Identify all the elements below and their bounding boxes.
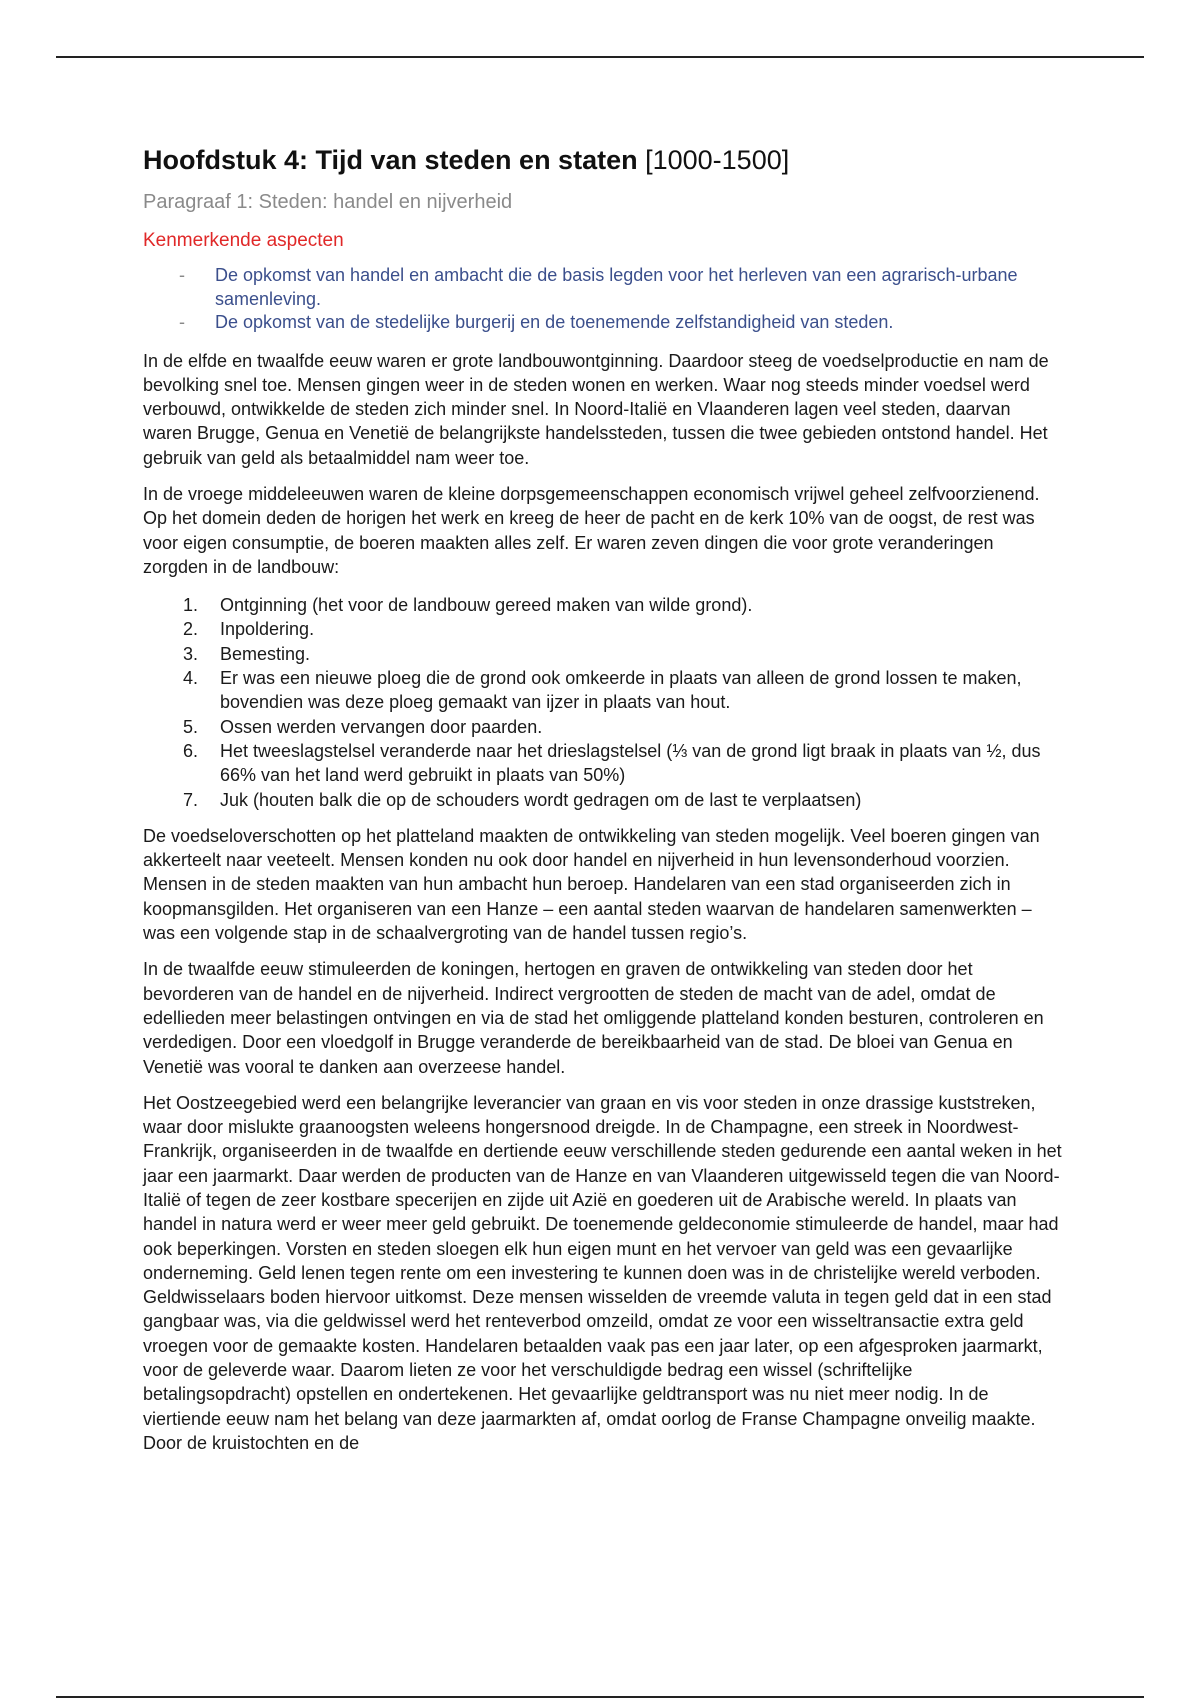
list-number: 1. bbox=[183, 595, 199, 616]
document-body bbox=[143, 142, 1063, 1455]
top-rule bbox=[56, 56, 1144, 58]
list-number: 3. bbox=[183, 643, 199, 664]
list-item bbox=[143, 642, 1063, 666]
bullet-dash: - bbox=[179, 265, 185, 285]
list-item bbox=[143, 788, 1063, 812]
list-text: Juk (houten balk die op de schouders wordt gedragen om de last te verplaatsen) bbox=[220, 789, 862, 810]
title-bold: Hoofdstuk 4: Tijd van steden en staten bbox=[143, 145, 638, 175]
body-paragraph: Het Oostzeegebied werd een belangrijke leverancier van graan en vis voor steden in onze drassige kuststreken, waar door mislukte graanoogsten weleens hongersnood dreigde. In de Champagne, een streek in Noordwest-Frankrijk, organiseerden in de twaalfde en dertiende eeuw verschillende steden gedurende een aantal weken in het jaar een jaarmarkt. Daar werden de producten van de Hanze en van Vlaanderen uitgewisseld tegen die van Noord-Italië of tegen de zeer kostbare specerijen en zijde uit Azië en goederen uit de Arabische wereld. In plaats van handel in natura werd er weer meer geld gebruikt. De toenemende geldeconomie stimuleerde de handel, maar had ook beperkingen. Vorsten en steden sloegen elk hun eigen munt en het vervoer van geld was een gevaarlijke onderneming. Geld lenen tegen rente om een investering te kunnen doen was in de christelijke wereld verboden. Geldwisselaars boden hiervoor uitkomst. Deze mensen wisselden de vreemde valuta in tegen geld dat in een stad gangbaar was, via die geldwissel werd het renteverbod omzeild, omdat ze voor een wisseltransactie extra geld vroegen voor de gemaakte kosten. Handelaren betaalden vaak pas een jaar later, op een afgesproken jaarmarkt, voor de geleverde waar. Daarom lieten ze voor het verschuldigde bedrag een wissel (schriftelijke betalingsopdracht) opstellen en ondertekenen. Het gevaarlijke geldtransport was nu niet meer nodig. In de viertiende eeuw nam het belang van deze jaarmarkten af, omdat oorlog de Franse Champagne onveilig maakte. Door de kruistochten en de bbox=[143, 1092, 1062, 1453]
list-number: 4. bbox=[183, 668, 199, 689]
body-paragraph: In de vroege middeleeuwen waren de kleine dorpsgemeenschappen economisch vrijwel geheel zelfvoorzienend. Op het domein deden de horigen het werk en kreeg de heer de pacht en de kerk 10% van de oogst, de rest was voor eigen consumptie, de boeren maakten alles zelf. Er waren zeven dingen die voor grote veranderingen zorgden in de landbouw: bbox=[143, 483, 1040, 577]
list-text: Ossen werden vervangen door paarden. bbox=[220, 716, 543, 737]
body-paragraph: In de twaalfde eeuw stimuleerden de koningen, hertogen en graven de ontwikkeling van steden door het bevorderen van de handel en de nijverheid. Indirect vergrootten de steden de macht van de adel, omdat de edellieden meer belastingen ontvingen en via de stad het omliggende platteland konden besturen, controleren en verdedigen. Door een vloedgolf in Brugge veranderde de bereikbaarheid van de stad. De bloei van Genua en Venetië was vooral te danken aan overzeese handel. bbox=[143, 959, 1044, 1077]
list-item bbox=[143, 739, 1063, 788]
page-title bbox=[143, 142, 1063, 178]
bullet-dash: - bbox=[179, 312, 185, 332]
list-number: 2. bbox=[183, 619, 199, 640]
aspect-item bbox=[143, 311, 1063, 335]
body-paragraph: In de elfde en twaalfde eeuw waren er grote landbouwontginning. Daardoor steeg de voedselproductie en nam de bevolking snel toe. Mensen gingen weer in de steden wonen en werken. Waar nog steeds minder voedsel werd verbouwd, ontwikkelde de steden zich minder snel. In Noord-Italië en Vlaanderen lagen veel steden, daarvan waren Brugge, Genua en Venetië de belangrijkste handelssteden, tussen die twee gebieden ontstond handel. Het gebruik van geld als betaalmiddel nam weer toe. bbox=[143, 350, 1049, 468]
bottom-rule bbox=[56, 1696, 1144, 1698]
title-range: [1000-1500] bbox=[645, 145, 790, 175]
list-text: Inpoldering. bbox=[220, 619, 315, 640]
list-text: Er was een nieuwe ploeg die de grond ook omkeerde in plaats van alleen de grond lossen te maken, bovendien was deze ploeg gemaakt van ijzer in plaats van hout. bbox=[220, 668, 1022, 713]
aspects-heading: Kenmerkende aspecten bbox=[143, 230, 344, 251]
aspect-text: De opkomst van handel en ambacht die de basis legden voor het herleven van een agrarisch-urbane samenleving. bbox=[215, 265, 1018, 309]
list-text: Ontginning (het voor de landbouw gereed maken van wilde grond). bbox=[220, 595, 753, 616]
aspect-text: De opkomst van de stedelijke burgerij en de toenemende zelfstandigheid van steden. bbox=[215, 312, 894, 332]
list-item bbox=[143, 715, 1063, 739]
paragraph-subtitle: Paragraaf 1: Steden: handel en nijverheid bbox=[143, 191, 513, 213]
list-item bbox=[143, 593, 1063, 617]
body-paragraph: De voedseloverschotten op het platteland maakten de ontwikkeling van steden mogelijk. Veel boeren gingen van akkerteelt naar veeteelt. Mensen konden nu ook door handel en nijverheid in hun levensonderhoud voorzien. Mensen in de steden maakten van hun ambacht hun beroep. Handelaren van een stad organiseerden zich in koopmansgilden. Het organiseren van een Hanze – een aantal steden waarvan de handelaren samenwerkten – was een volgende stap in de schaalvergroting van de handel tussen regio’s. bbox=[143, 825, 1040, 944]
list-item bbox=[143, 617, 1063, 641]
changes-list bbox=[143, 593, 1063, 812]
aspects-list bbox=[143, 264, 1063, 335]
list-number: 5. bbox=[183, 716, 199, 737]
aspect-item bbox=[143, 264, 1063, 311]
list-text: Het tweeslagstelsel veranderde naar het drieslagstelsel (⅓ van de grond ligt braak in plaats van ½, dus 66% van het land werd gebruikt in plaats van 50%) bbox=[220, 740, 1041, 786]
list-text: Bemesting. bbox=[220, 643, 311, 664]
list-number: 7. bbox=[183, 789, 199, 810]
list-item bbox=[143, 666, 1063, 715]
list-number: 6. bbox=[183, 740, 199, 761]
